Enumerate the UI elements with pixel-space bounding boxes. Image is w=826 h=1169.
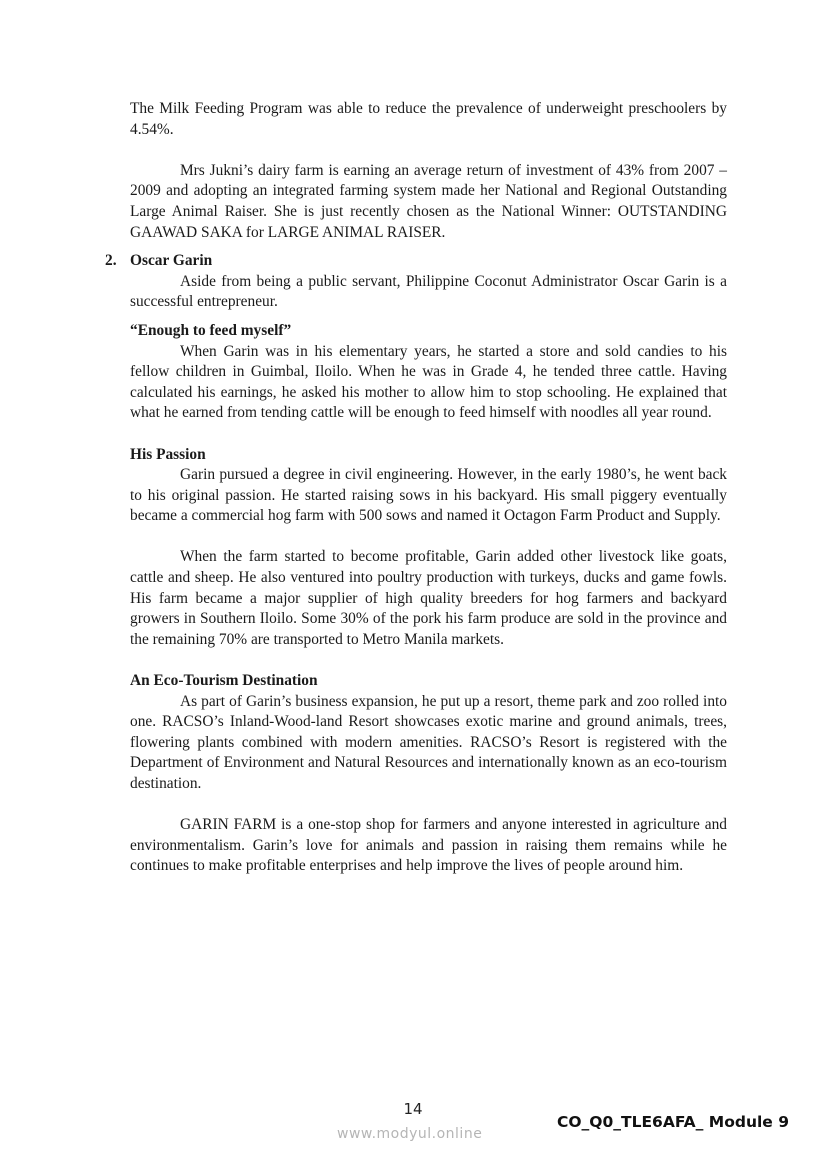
paragraph-garin-farm: GARIN FARM is a one-stop shop for farmers and anyone interested in agriculture and environmentalism. Garin’s love for animals and passion in raising them remains while he continues to make profitable enterprises and help improve the lives of people around him.	[130, 816, 727, 875]
paragraph-jukni-dairy: Mrs Jukni’s dairy farm is earning an average return of investment of 43% from 2007 – 2009 and adopting an integrated farming system made her National and Regional Outstanding Large Animal Raiser. She is just recently chosen as the National Winner: OUTSTANDING GAAWAD SAKA for LARGE ANIMAL RAISER.	[130, 161, 727, 241]
watermark-url: www.modyul.online	[337, 1126, 483, 1142]
paragraph-civil-engineering: Garin pursued a degree in civil engineering. However, in the early 1980’s, he went back to his original passion. He started raising sows in his backyard. His small piggery eventually became a commercial hog farm with 500 sows and named it Octagon Farm Product and Supply.	[130, 466, 727, 525]
paragraph-garin-intro: Aside from being a public servant, Philippine Coconut Administrator Oscar Garin is a successful entrepreneur.	[130, 272, 727, 311]
subheading-eco-tourism: An Eco-Tourism Destination	[130, 672, 318, 690]
paragraph-resort: As part of Garin’s business expansion, he put up a resort, theme park and zoo rolled into one. RACSO’s Inland-Wood-land Resort showcases exotic marine and ground animals, trees, flowering plants combined with modern amenities. RACSO’s Resort is registered with the Department of Environment and Natural Resources and internationally known as an eco-tourism destination.	[130, 692, 727, 792]
subheading-his-passion: His Passion	[130, 445, 206, 463]
paragraph-milk-feeding: The Milk Feeding Program was able to reduce the prevalence of underweight preschoolers by 4.54%.	[130, 100, 727, 138]
section-oscar-garin	[105, 251, 727, 313]
paragraph-elementary-years: When Garin was in his elementary years, he started a store and sold candies to his fellow children in Guimbal, Iloilo. When he was in Grade 4, he tended three cattle. Having calculated his earnings, he asked his mother to allow him to stop schooling. He explained that what he earned from tending cattle will be enough to feed himself with noodles all year round.	[130, 342, 727, 422]
section-title: Oscar Garin	[130, 252, 213, 270]
paragraph-livestock: When the farm started to become profitable, Garin added other livestock like goats, cattle and sheep. He also ventured into poultry production with turkeys, ducks and game fowls. His farm became a major supplier of high quality breeders for hog farmers and backyard growers in Southern Iloilo. Some 30% of the pork his farm produce are sold in the province and the remaining 70% are transported to Metro Manila markets.	[130, 548, 727, 648]
page-number: 14	[403, 1100, 423, 1118]
section-number: 2.	[105, 252, 117, 270]
subheading-enough-to-feed: “Enough to feed myself”	[130, 321, 292, 339]
module-code: CO_Q0_TLE6AFA_ Module 9	[557, 1113, 789, 1131]
page-content	[105, 99, 727, 877]
